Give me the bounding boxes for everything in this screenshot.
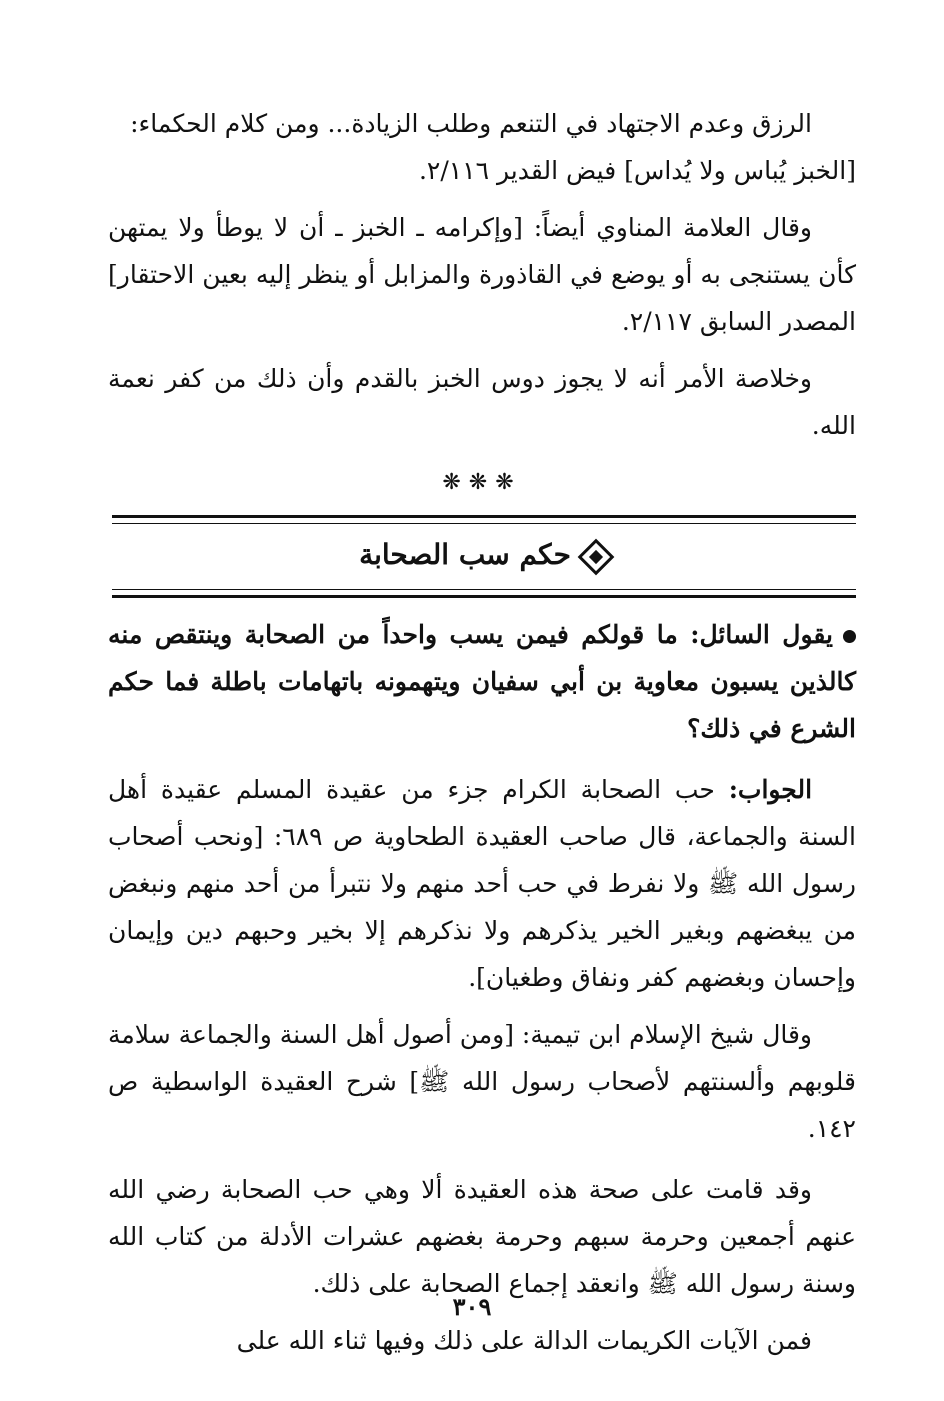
answer-label: الجواب: (728, 775, 813, 804)
section-separator-stars: ❋❋❋ (442, 470, 522, 495)
section-title (112, 533, 856, 577)
paragraph-evidence: وقد قامت على صحة هذه العقيدة ألا وهي حب الصحابة رضي الله عنهم أجمعين وحرمة سبهم وحرمة بغضهم عشرات الأدلة من كتاب الله وسنة رسول الله ﷺ وانعقد إجماع الصحابة على ذلك. (108, 1175, 856, 1298)
paragraph-conclusion: وخلاصة الأمر أنه لا يجوز دوس الخبز بالقدم وأن ذلك من كفر نعمة الله. (108, 364, 856, 440)
paragraph-verses: فمن الآيات الكريمات الدالة على ذلك وفيها ثناء الله على (236, 1326, 812, 1355)
bottom-rule-thin (112, 589, 856, 590)
paragraph-line: الرزق وعدم الاجتهاد في التنعم وطلب الزيادة... ومن كلام الحكماء: (130, 109, 812, 138)
bottom-rule-thick (112, 595, 856, 598)
question-paragraph (108, 611, 856, 752)
answer-text: حب الصحابة الكرام جزء من عقيدة المسلم عقيدة أهل السنة والجماعة، قال صاحب العقيدة الطحاوية ص ٦٨٩: [ونحب أصحاب رسول الله ﷺ ولا نفرط في حب أحد منهم ولا نتبرأ من أحد منهم ونبغض من يبغضهم وبغير الخير يذكرهم ولا نذكرهم إلا بخير وحبهم دين وإيمان وإحسان وبغضهم كفر ونفاق وطغيان]. (108, 775, 856, 992)
page-body (108, 100, 856, 1364)
paragraph-line: [الخبز يُباس ولا يُداس] فيض القدير ٢/١١٦. (418, 156, 856, 185)
question-text: يقول السائل: ما قولكم فيمن يسب واحداً من الصحابة وينتقص منه كالذين يسبون معاوية بن أبي سفيان ويتهمونه باتهامات باطلة فما حكم الشرع في ذلك؟ (108, 620, 856, 743)
top-rule-thick (112, 515, 856, 518)
page-number: ٣٠٩ (452, 1292, 492, 1321)
diamond-icon (578, 538, 615, 575)
paragraph-ibn-taymiyyah: وقال شيخ الإسلام ابن تيمية: [ومن أصول أهل السنة والجماعة سلامة قلوبهم وألسنتهم لأصحاب رسول الله ﷺ] شرح العقيدة الواسطية ص ١٤٢. (108, 1020, 856, 1143)
section-title-text: حكم سب الصحابة (359, 538, 571, 571)
answer-paragraph (108, 766, 856, 1001)
section-header-frame (112, 515, 856, 601)
bullet-icon (843, 630, 856, 643)
paragraph-munawi: وقال العلامة المناوي أيضاً: [وإكرامه ـ الخبز ـ أن لا يوطأ ولا يمتهن كأن يستنجى به أو يوضع في القاذورة والمزابل أو ينظر إليه بعين الاحتقار] المصدر السابق ٢/١١٧. (108, 213, 856, 336)
top-rule-thin (112, 523, 856, 524)
paragraph-bread-sayings (108, 100, 856, 194)
